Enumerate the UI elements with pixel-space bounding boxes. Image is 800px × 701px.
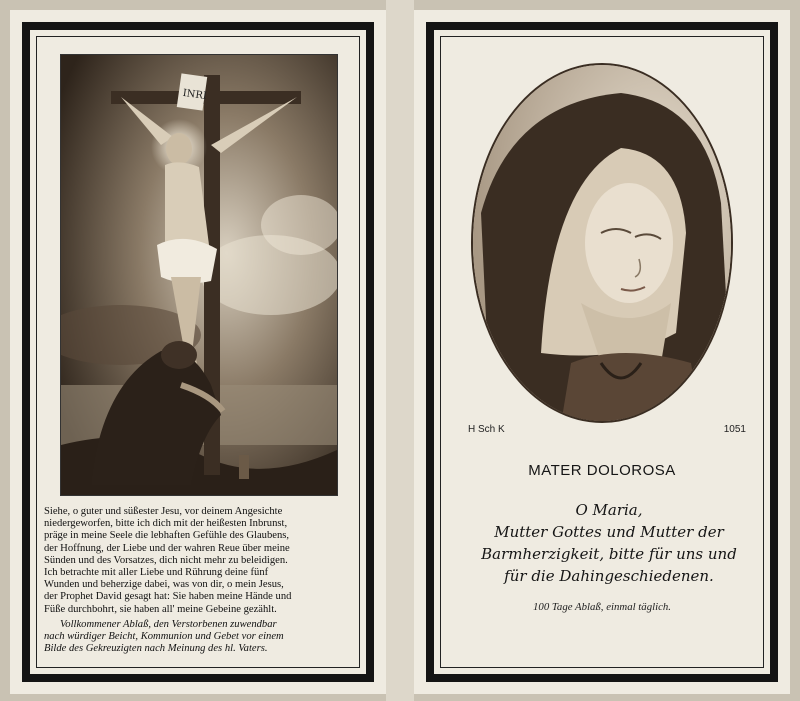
card-title: MATER DOLOROSA [528, 462, 676, 479]
right-prayer-card [414, 10, 790, 694]
prayer-line: Sünden und des Vorsatzes, dich nicht mehr zu beleidigen. [44, 554, 288, 566]
indulgence-line: Bilde des Gekreuzigten nach Meinung des hl. Vaters. [44, 643, 268, 655]
indulgence-line: Vollkommener Ablaß, den Verstorbenen zuwendbar [60, 618, 277, 630]
prayer-line: O Maria, [575, 501, 643, 519]
prayer-line: präge in meine Seele die lebhaften Gefühle des Glaubens, [44, 530, 290, 542]
left-prayer-card [10, 10, 386, 694]
prayer-line: niedergeworfen, bitte ich dich mit der heißesten Inbrunst, [44, 518, 288, 530]
prayer-line: Füße durchbohrt, sie haben all' meine Gebeine gezählt. [44, 603, 277, 615]
prayer-line: der Prophet David gesagt hat: Sie haben meine Hände und [44, 591, 292, 603]
prayer-line: für die Dahingeschiedenen. [504, 567, 714, 585]
crucifixion-illustration [61, 55, 337, 495]
prayer-line: Siehe, o guter und süßester Jesu, vor deinem Angesichte [44, 506, 283, 517]
indulgence-note: 100 Tage Ablaß, einmal täglich. [533, 601, 671, 613]
prayer-text [44, 506, 352, 655]
mater-dolorosa-portrait [471, 63, 733, 424]
card-number: 1051 [723, 424, 746, 435]
card-fold-gutter [386, 0, 414, 701]
inri-inscription: INRI [181, 87, 208, 103]
prayer-line: Barmherzigkeit, bitte für uns und [481, 545, 737, 563]
publisher-mark: H Sch K [468, 424, 505, 435]
prayer-line: Mutter Gottes und Mutter der [494, 523, 724, 541]
crucifixion-image [60, 54, 338, 496]
marian-prayer [458, 499, 760, 587]
indulgence-line: nach würdiger Beicht, Kommunion und Gebet vor einem [44, 631, 284, 643]
prayer-line: Wunden und beherzige dabei, was von dir, o mein Jesus, [44, 579, 284, 591]
prayer-line: der Hoffnung, der Liebe und der wahren Reue über meine [44, 542, 290, 554]
prayer-line: Ich betrachte mit aller Liebe und Rührung deine fünf [44, 567, 269, 579]
